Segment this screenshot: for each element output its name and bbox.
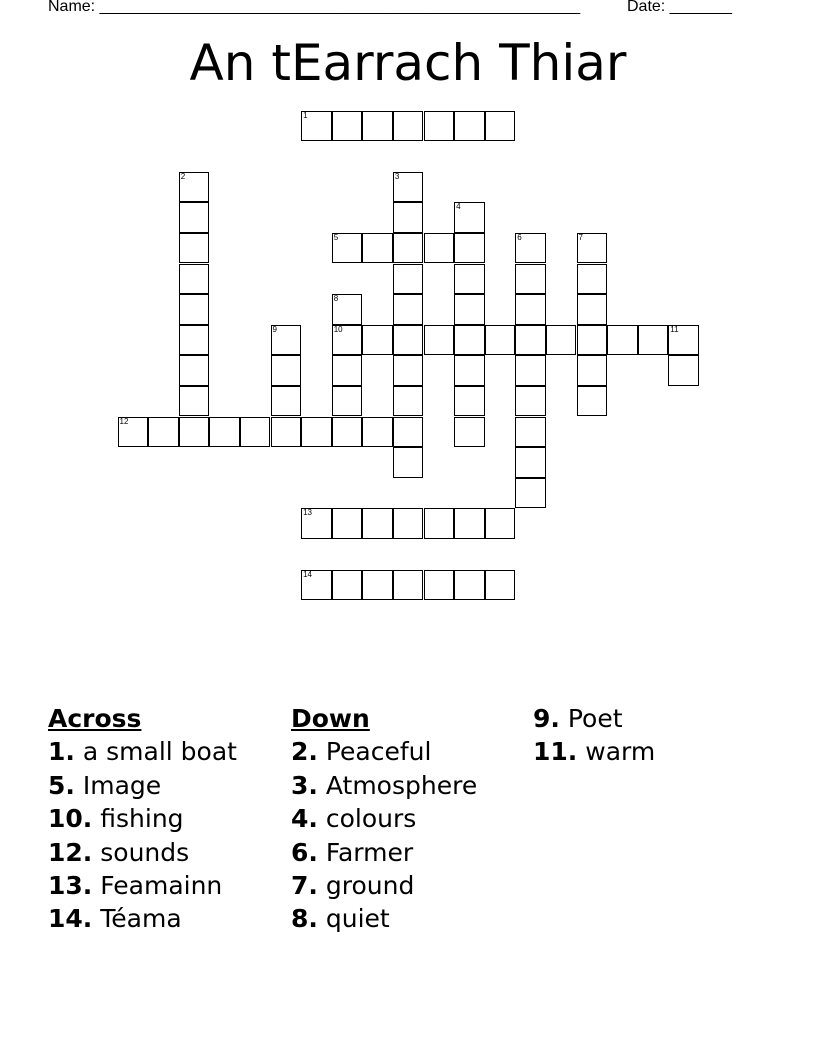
grid-cell[interactable] xyxy=(607,325,638,356)
down-clues-continued xyxy=(533,702,655,769)
clue-number: 12. xyxy=(48,837,93,867)
clue-text: Farmer xyxy=(325,837,414,867)
grid-cell[interactable] xyxy=(515,386,546,417)
across-clue xyxy=(48,869,237,902)
grid-cell[interactable] xyxy=(515,264,546,295)
grid-cell[interactable] xyxy=(515,478,546,509)
grid-cell[interactable] xyxy=(393,417,424,448)
grid-cell[interactable] xyxy=(332,570,363,601)
clue-text: Peaceful xyxy=(325,737,432,767)
clue-number: 10. xyxy=(48,804,93,834)
grid-cell[interactable] xyxy=(515,325,546,356)
clue-number: 14. xyxy=(48,904,93,934)
grid-cell[interactable] xyxy=(332,325,363,356)
grid-cell[interactable] xyxy=(393,264,424,295)
cell-number: 10 xyxy=(333,324,343,334)
page-title: An tEarrach Thiar xyxy=(189,34,627,92)
grid-cell[interactable] xyxy=(301,417,332,448)
grid-cell[interactable] xyxy=(362,508,393,539)
grid-cell[interactable] xyxy=(332,111,363,142)
grid-cell[interactable] xyxy=(271,386,302,417)
grid-cell[interactable] xyxy=(179,355,210,386)
across-heading: Across xyxy=(48,704,142,733)
clue-number: 11. xyxy=(533,737,578,767)
grid-cell[interactable] xyxy=(424,325,455,356)
cell-number: 5 xyxy=(333,232,339,242)
grid-cell[interactable] xyxy=(668,355,699,386)
across-clue xyxy=(48,902,237,935)
clue-text: colours xyxy=(325,804,417,834)
grid-cell[interactable] xyxy=(332,233,363,264)
grid-cell[interactable] xyxy=(179,417,210,448)
cell-number: 8 xyxy=(333,294,339,304)
grid-cell[interactable] xyxy=(271,417,302,448)
cell-number: 14 xyxy=(303,569,312,579)
clue-text: warm xyxy=(585,737,656,767)
cell-number: 12 xyxy=(119,416,129,426)
grid-cell[interactable] xyxy=(485,570,516,601)
grid-cell[interactable] xyxy=(454,233,485,264)
across-clue xyxy=(48,836,237,869)
cell-number: 3 xyxy=(394,171,400,181)
grid-cell[interactable] xyxy=(485,508,516,539)
clue-text: Feamainn xyxy=(100,871,223,901)
grid-cell[interactable] xyxy=(332,355,363,386)
grid-cell[interactable] xyxy=(332,294,363,325)
grid-cell[interactable] xyxy=(301,111,332,142)
grid-cell[interactable] xyxy=(179,233,210,264)
grid-cell[interactable] xyxy=(577,233,608,264)
clue-number: 3. xyxy=(291,770,318,800)
grid-cell[interactable] xyxy=(362,111,393,142)
grid-cell[interactable] xyxy=(393,447,424,478)
clue-number: 8. xyxy=(291,904,318,934)
grid-cell[interactable] xyxy=(485,325,516,356)
grid-cell[interactable] xyxy=(209,417,240,448)
grid-cell[interactable] xyxy=(393,355,424,386)
grid-cell[interactable] xyxy=(577,325,608,356)
clue-number: 4. xyxy=(291,804,318,834)
grid-cell[interactable] xyxy=(179,264,210,295)
clue-text: a small boat xyxy=(82,737,237,767)
grid-cell[interactable] xyxy=(424,570,455,601)
clue-number: 9. xyxy=(533,704,560,733)
grid-cell[interactable] xyxy=(362,233,393,264)
grid-cell[interactable] xyxy=(485,111,516,142)
grid-cell[interactable] xyxy=(179,172,210,203)
clue-text: Atmosphere xyxy=(325,770,478,800)
grid-cell[interactable] xyxy=(454,508,485,539)
grid-cell[interactable] xyxy=(179,294,210,325)
clue-number: 13. xyxy=(48,871,93,901)
down-clue xyxy=(291,836,477,869)
cell-number: 6 xyxy=(517,232,522,242)
across-clue xyxy=(48,735,237,768)
clue-number: 2. xyxy=(291,737,318,767)
clue-text: ground xyxy=(325,871,415,901)
grid-cell[interactable] xyxy=(271,355,302,386)
grid-cell[interactable] xyxy=(332,417,363,448)
grid-cell[interactable] xyxy=(577,294,608,325)
grid-cell[interactable] xyxy=(515,417,546,448)
across-clue xyxy=(48,769,237,802)
grid-cell[interactable] xyxy=(362,570,393,601)
grid-cell[interactable] xyxy=(454,355,485,386)
cell-number: 13 xyxy=(303,508,312,518)
grid-cell[interactable] xyxy=(393,233,424,264)
clue-text: sounds xyxy=(100,837,190,867)
cell-number: 7 xyxy=(578,232,583,242)
grid-cell[interactable] xyxy=(424,111,455,142)
grid-cell[interactable] xyxy=(577,264,608,295)
grid-cell[interactable] xyxy=(454,264,485,295)
clue-text: quiet xyxy=(325,904,390,934)
grid-cell[interactable] xyxy=(515,355,546,386)
clue-number: 1. xyxy=(48,737,75,767)
grid-cell[interactable] xyxy=(332,508,363,539)
grid-cell[interactable] xyxy=(393,508,424,539)
cell-number: 4 xyxy=(456,202,461,212)
grid-cell[interactable] xyxy=(301,508,332,539)
grid-cell[interactable] xyxy=(454,570,485,601)
grid-cell[interactable] xyxy=(271,325,302,356)
grid-cell[interactable] xyxy=(393,570,424,601)
grid-cell[interactable] xyxy=(393,386,424,417)
grid-cell[interactable] xyxy=(454,417,485,448)
grid-cell[interactable] xyxy=(424,233,455,264)
clue-text: Poet xyxy=(567,704,623,733)
down-clue xyxy=(533,702,655,735)
name-line: Name: ______________________________________________________ xyxy=(48,0,581,15)
down-clues xyxy=(291,702,477,936)
grid-cell[interactable] xyxy=(362,325,393,356)
grid-cell[interactable] xyxy=(577,386,608,417)
grid-cell[interactable] xyxy=(454,202,485,233)
down-heading: Down xyxy=(291,704,370,733)
down-clue xyxy=(533,735,655,768)
grid-cell[interactable] xyxy=(638,325,669,356)
across-clue xyxy=(48,802,237,835)
grid-cell[interactable] xyxy=(454,294,485,325)
grid-cell[interactable] xyxy=(424,508,455,539)
grid-cell[interactable] xyxy=(393,172,424,203)
grid-cell[interactable] xyxy=(148,417,179,448)
clue-text: Image xyxy=(82,770,162,800)
grid-cell[interactable] xyxy=(393,111,424,142)
grid-cell[interactable] xyxy=(546,325,577,356)
grid-cell[interactable] xyxy=(668,325,699,356)
grid-cell[interactable] xyxy=(332,386,363,417)
grid-cell[interactable] xyxy=(362,417,393,448)
grid-cell[interactable] xyxy=(179,386,210,417)
grid-cell[interactable] xyxy=(301,570,332,601)
down-clue xyxy=(291,735,477,768)
across-clues xyxy=(48,702,237,936)
down-clue xyxy=(291,869,477,902)
date-line: Date: _______ xyxy=(627,0,732,15)
down-clue xyxy=(291,902,477,935)
clue-number: 7. xyxy=(291,871,318,901)
grid-cell[interactable] xyxy=(515,447,546,478)
grid-cell[interactable] xyxy=(515,233,546,264)
down-clue xyxy=(291,802,477,835)
grid-cell[interactable] xyxy=(577,355,608,386)
grid-cell[interactable] xyxy=(393,202,424,233)
grid-cell[interactable] xyxy=(393,325,424,356)
grid-cell[interactable] xyxy=(393,294,424,325)
cell-number: 11 xyxy=(670,324,679,334)
grid-cell[interactable] xyxy=(179,202,210,233)
clue-text: Téama xyxy=(100,904,182,934)
clue-number: 6. xyxy=(291,837,318,867)
grid-cell[interactable] xyxy=(240,417,271,448)
down-clue xyxy=(291,769,477,802)
grid-cell[interactable] xyxy=(454,386,485,417)
grid-cell[interactable] xyxy=(454,111,485,142)
grid-cell[interactable] xyxy=(515,294,546,325)
clue-text: fishing xyxy=(100,804,184,834)
grid-cell[interactable] xyxy=(179,325,210,356)
cell-number: 2 xyxy=(180,171,186,181)
cell-number: 1 xyxy=(303,110,308,120)
grid-cell[interactable] xyxy=(118,417,149,448)
cell-number: 9 xyxy=(272,324,277,334)
clue-number: 5. xyxy=(48,770,75,800)
grid-cell[interactable] xyxy=(454,325,485,356)
